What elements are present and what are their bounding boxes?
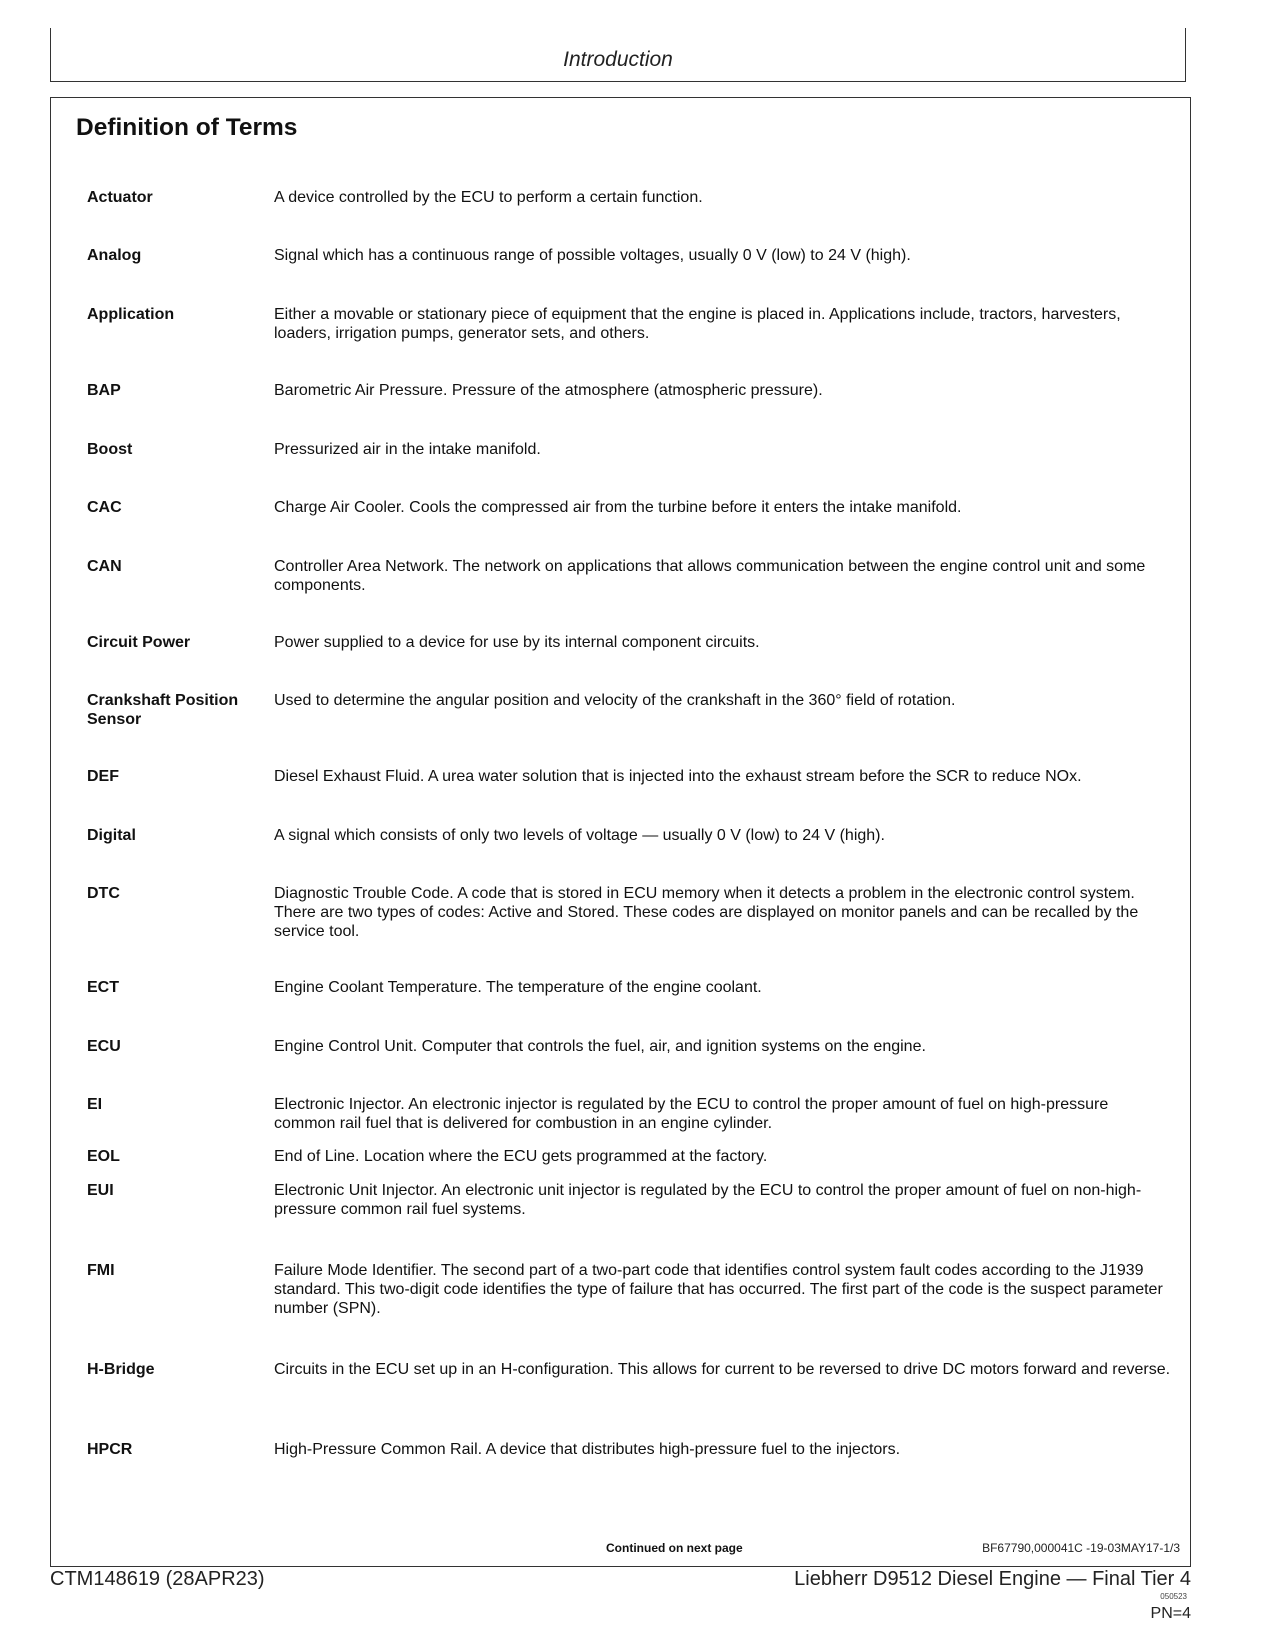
term-name: EUI (87, 1182, 114, 1199)
term-definition: Circuits in the ECU set up in an H-configuration. This allows for current to be reversed to drive DC motors forward and reverse. (274, 1361, 1171, 1378)
term-row (87, 1181, 1172, 1261)
term-name: FMI (87, 1262, 115, 1279)
term-row (87, 691, 1172, 767)
term-definition: Power supplied to a device for use by its internal component circuits. (274, 634, 760, 651)
term-row (87, 633, 1172, 691)
term-definition: Used to determine the angular position and velocity of the crankshaft in the 360° field of rotation. (274, 692, 956, 709)
date-code: 050523 (1160, 1592, 1187, 1601)
term-name: CAC (87, 499, 122, 516)
term-definition: Engine Coolant Temperature. The temperature of the engine coolant. (274, 979, 762, 996)
document-id: CTM148619 (28APR23) (50, 1568, 265, 1590)
term-name: CAN (87, 558, 122, 575)
term-name: DTC (87, 885, 120, 902)
page-number: PN=4 (1150, 1605, 1191, 1622)
term-row (87, 305, 1172, 381)
term-definition: A device controlled by the ECU to perform a certain function. (274, 189, 703, 206)
term-row (87, 978, 1172, 1037)
term-row (87, 440, 1172, 498)
term-row (87, 884, 1172, 978)
term-row (87, 826, 1172, 884)
term-definition: Diagnostic Trouble Code. A code that is stored in ECU memory when it detects a problem in the electronic control system. There are two types of codes: Active and Stored. These codes are displayed on monitor panels and can be recalled by the service tool. (274, 885, 1139, 940)
page-header (50, 28, 1186, 82)
term-name: DEF (87, 768, 119, 785)
term-row (87, 498, 1172, 557)
term-name: EOL (87, 1148, 120, 1165)
term-row (87, 767, 1172, 826)
term-name: Actuator (87, 189, 153, 206)
term-definition: Diesel Exhaust Fluid. A urea water solution that is injected into the exhaust stream before the SCR to reduce NOx. (274, 768, 1082, 785)
term-definition: Charge Air Cooler. Cools the compressed air from the turbine before it enters the intake manifold. (274, 499, 962, 516)
term-definition: Barometric Air Pressure. Pressure of the atmosphere (atmospheric pressure). (274, 382, 823, 399)
term-name: H-Bridge (87, 1361, 155, 1378)
term-row (87, 1261, 1172, 1360)
term-definition: Controller Area Network. The network on applications that allows communication between the engine control unit and some components. (274, 558, 1146, 594)
term-name: Circuit Power (87, 634, 191, 651)
term-row (87, 188, 1172, 246)
term-name: ECT (87, 979, 119, 996)
product-title: Liebherr D9512 Diesel Engine — Final Tier 4 (794, 1568, 1191, 1590)
term-name: Analog (87, 247, 142, 264)
term-definition: Electronic Injector. An electronic injector is regulated by the ECU to control the proper amount of fuel on high-pressure common rail fuel that is delivered for combustion in an engine cylinder. (274, 1096, 1109, 1132)
term-row (87, 381, 1172, 440)
term-row (87, 1147, 1172, 1181)
term-row (87, 1440, 1172, 1470)
reference-code: BF67790,000041C -19-03MAY17-1/3 (982, 1541, 1180, 1555)
term-row (87, 1095, 1172, 1147)
term-name: Digital (87, 827, 136, 844)
term-name: HPCR (87, 1441, 133, 1458)
term-name: ECU (87, 1038, 121, 1055)
definitions-section (50, 97, 1191, 1567)
term-name: Application (87, 306, 175, 323)
term-row (87, 246, 1172, 305)
term-definition: A signal which consists of only two levels of voltage — usually 0 V (low) to 24 V (high). (274, 827, 885, 844)
term-definition: Either a movable or stationary piece of equipment that the engine is placed in. Applications include, tractors, harvesters, loaders, irrigation pumps, generator sets, and others. (274, 306, 1121, 342)
term-row (87, 1037, 1172, 1095)
term-definition: Electronic Unit Injector. An electronic unit injector is regulated by the ECU to control the proper amount of fuel on non-high-pressure common rail fuel systems. (274, 1182, 1142, 1218)
term-definition: Failure Mode Identifier. The second part of a two-part code that identifies control system fault codes according to the J1939 standard. This two-digit code identifies the type of failure that has occurred. The first part of the code is the suspect parameter number (SPN). (274, 1262, 1163, 1317)
term-definition: Pressurized air in the intake manifold. (274, 441, 541, 458)
term-name: Crankshaft Position Sensor (87, 692, 239, 728)
terms-list (87, 188, 1172, 1470)
term-name: EI (87, 1096, 103, 1113)
term-definition: Signal which has a continuous range of possible voltages, usually 0 V (low) to 24 V (high). (274, 247, 911, 264)
term-name: BAP (87, 382, 121, 399)
term-definition: End of Line. Location where the ECU gets programmed at the factory. (274, 1148, 768, 1165)
term-definition: High-Pressure Common Rail. A device that distributes high-pressure fuel to the injectors. (274, 1441, 901, 1458)
section-title: Definition of Terms (76, 114, 298, 141)
term-row (87, 557, 1172, 633)
term-definition: Engine Control Unit. Computer that controls the fuel, air, and ignition systems on the engine. (274, 1038, 926, 1055)
continued-note: Continued on next page (606, 1541, 743, 1555)
term-name: Boost (87, 441, 133, 458)
term-row (87, 1360, 1172, 1440)
header-title: Introduction (563, 48, 673, 71)
